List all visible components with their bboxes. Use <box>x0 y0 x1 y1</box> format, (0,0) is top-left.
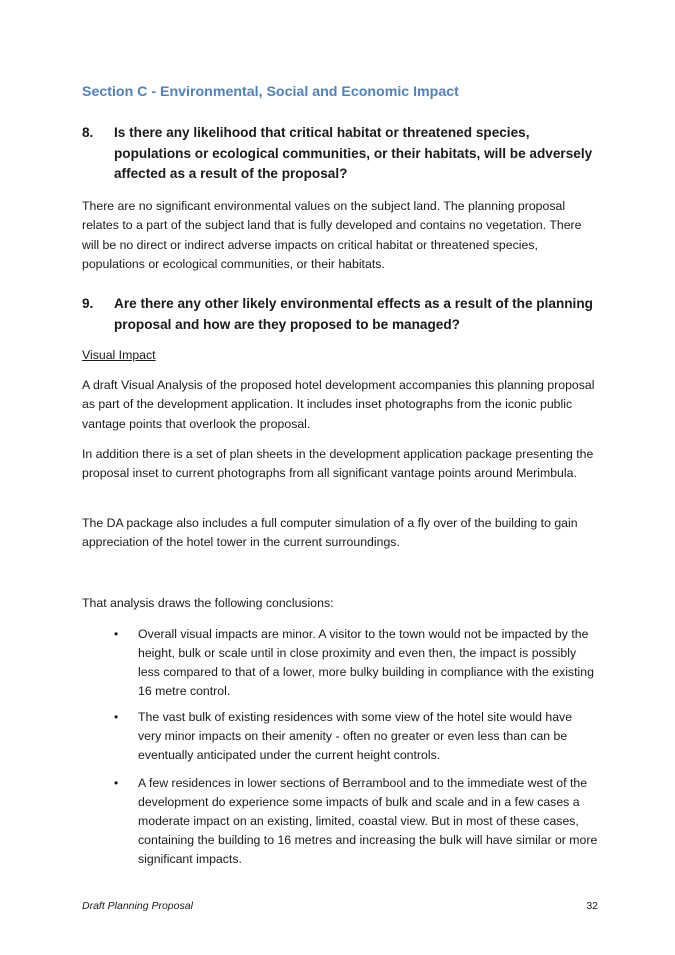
question-9-number: 9. <box>82 296 94 311</box>
question-8-number: 8. <box>82 125 94 140</box>
question-9 <box>82 294 602 335</box>
section-heading: Section C - Environmental, Social and Economic Impact <box>82 84 459 100</box>
paragraph-conclusions-intro: That analysis draws the following conclusions: <box>82 596 334 610</box>
question-8-text: Is there any likelihood that critical habitat or threatened species, populations or ecological communities, or their habitats, will be adversely affected as a result of the proposal? <box>114 125 593 181</box>
paragraph-visual-analysis: A draft Visual Analysis of the proposed hotel development accompanies this planning proposal as part of the development application. It includes inset photographs from the iconic public vantage points that overlook the proposal. <box>82 378 595 431</box>
question-9-text: Are there any other likely environmental effects as a result of the planning proposal and how are they proposed to be managed? <box>114 296 593 332</box>
question-8-answer: There are no significant environmental values on the subject land. The planning proposal relates to a part of the subject land that is fully developed and contains no vegetation. There will be no direct or indirect adverse impacts on critical habitat or threatened species, populations or ecological communities, or their habitats. <box>82 199 582 271</box>
paragraph-plan-sheets: In addition there is a set of plan sheets in the development application package presenting the proposal inset to current photographs from all significant vantage points around Merimbula. <box>82 447 594 481</box>
paragraph-simulation: The DA package also includes a full computer simulation of a fly over of the building to gain appreciation of the hotel tower in the current surroundings. <box>82 516 578 550</box>
bullet-text: Overall visual impacts are minor. A visitor to the town would not be impacted by the height, bulk or scale until in close proximity and even then, the impact is possibly less compared to that of a lower, more bulky building in compliance with the existing 16 metre control. <box>138 627 594 699</box>
bullet-text: A few residences in lower sections of Berrambool and to the immediate west of the development do experience some impacts of bulk and scale and in a few cases a moderate impact on an existing, limited, coastal view. But in most of these cases, containing the building to 16 metres and increasing the bulk will have similar or more significant impacts. <box>138 776 598 867</box>
bullet-dot: • <box>114 710 119 724</box>
bullet-item <box>114 708 598 765</box>
bullet-item <box>114 774 598 869</box>
bullet-dot: • <box>114 627 119 641</box>
visual-impact-heading: Visual Impact <box>82 348 156 362</box>
footer-page-number: 32 <box>586 900 598 912</box>
footer-title: Draft Planning Proposal <box>82 900 193 912</box>
question-8 <box>82 123 602 185</box>
bullet-dot: • <box>114 776 119 790</box>
bullet-item <box>114 625 598 701</box>
bullet-text: The vast bulk of existing residences with some view of the hotel site would have very minor impacts on their amenity - often no greater or even less than can be eventually anticipated under the current height controls. <box>138 710 573 763</box>
